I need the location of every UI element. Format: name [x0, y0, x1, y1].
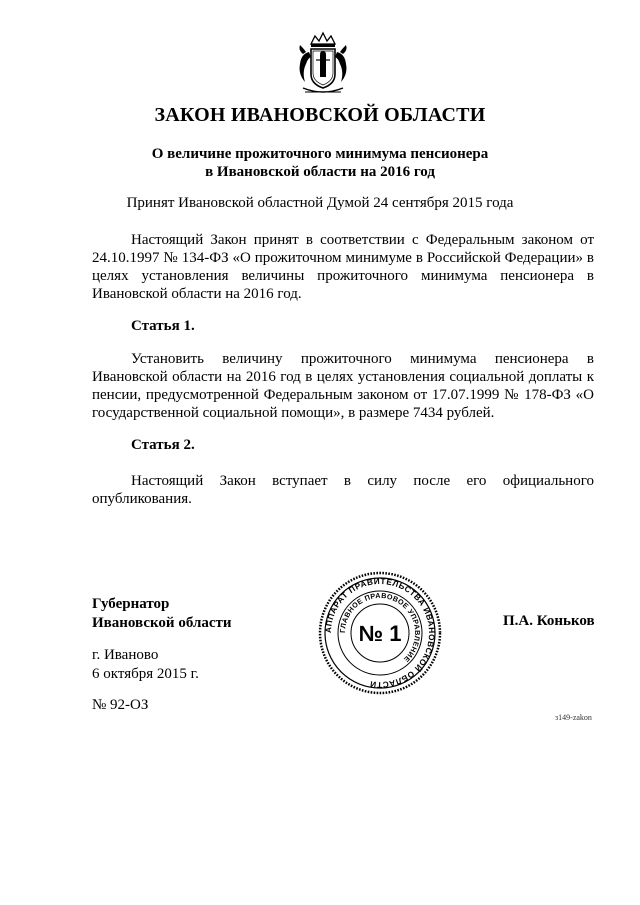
preamble-paragraph	[92, 231, 594, 303]
seal-ring-text: АППАРАТ ПРАВИТЕЛЬСТВА ИВАНОВСКОЙ ОБЛАСТИ	[323, 576, 437, 690]
article-2-paragraph	[92, 472, 594, 508]
document-subtitle	[0, 145, 640, 181]
governor-line-1: Губернатор	[92, 596, 170, 612]
preamble-text: Настоящий Закон принят в соответствии с Федеральным законом от 24.10.1997 № 134-ФЗ «О прожиточном минимуме в Российской Федерации» в целях установления величины прожиточного минимума пенсионера в Ивановской области на 2016 год.	[92, 232, 594, 302]
article-2-heading: Статья 2.	[131, 437, 195, 453]
official-seal-stamp	[318, 571, 442, 695]
article-1-heading: Статья 1.	[131, 318, 195, 334]
subtitle-line-1: О величине прожиточного минимума пенсионера	[151, 146, 489, 162]
subtitle-line-2: в Ивановской области на 2016 год	[205, 164, 435, 180]
law-number: № 92-ОЗ	[92, 697, 149, 713]
signing-date: 6 октября 2015 г.	[92, 666, 199, 682]
article-2-text: Настоящий Закон вступает в силу после его официального опубликования.	[92, 473, 594, 507]
governor-title	[92, 595, 232, 633]
adoption-note: Принят Ивановской областной Думой 24 сентября 2015 года	[126, 195, 514, 211]
place-and-date	[92, 646, 199, 684]
seal-center-number: № 1	[358, 621, 402, 646]
governor-line-2: Ивановской области	[92, 615, 232, 631]
coat-of-arms-emblem	[293, 30, 353, 100]
document-code: з149-zakon	[555, 713, 592, 722]
article-1-paragraph	[92, 350, 594, 422]
seal-inner-text: ГЛАВНОЕ ПРАВОВОЕ УПРАВЛЕНИЕ	[337, 590, 423, 665]
governor-name: П.А. Коньков	[503, 613, 595, 629]
signing-city: г. Иваново	[92, 647, 159, 663]
document-title: ЗАКОН ИВАНОВСКОЙ ОБЛАСТИ	[154, 104, 486, 126]
article-1-text: Установить величину прожиточного минимума пенсионера в Ивановской области на 2016 год в целях установления социальной доплаты к пенсии, предусмотренной Федеральным законом от 17.07.1999 № 178-ФЗ «О государственной социальной помощи», в размере 7434 рублей.	[92, 351, 594, 421]
